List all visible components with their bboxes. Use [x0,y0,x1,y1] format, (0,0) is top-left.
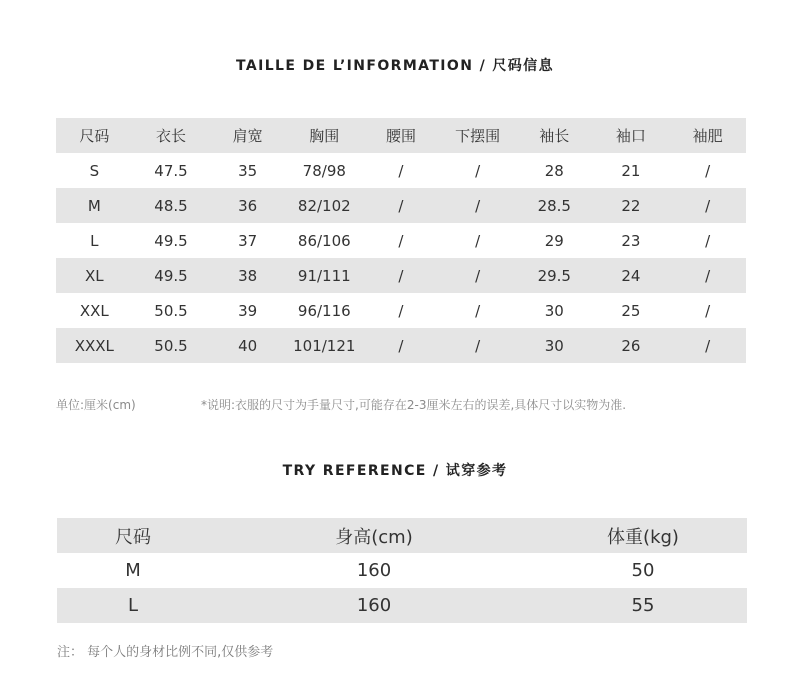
header-cell-size: 尺码 [79,127,110,145]
table-cell: 29.5 [537,266,571,285]
table-cell: 37 [238,231,258,250]
table-cell: / [398,231,404,250]
table-cell: 50.5 [154,336,188,355]
table-cell: / [398,196,404,215]
table-cell: / [705,301,711,320]
table-cell: M [125,560,141,581]
header-cell-sleeve-length: 袖长 [539,127,570,145]
reference-footnote: 注： 每个人的身材比例不同,仅供参考 [57,645,274,660]
table-cell: XXL [79,301,109,320]
size-table-header-row [56,118,746,153]
table-row [56,328,746,363]
table-row [57,588,747,623]
table-cell: 35 [238,161,258,180]
table-cell: 24 [621,266,641,285]
table-cell: 91/111 [297,266,351,285]
table-cell: 101/121 [293,336,356,355]
table-cell: / [398,266,404,285]
table-cell: 39 [238,301,258,320]
table-cell: / [475,161,481,180]
header-cell-weight: 体重(kg) [607,526,679,548]
table-cell: / [705,266,711,285]
header-cell-sleeve-width: 袖肥 [692,127,723,145]
table-cell: 30 [544,336,564,355]
table-row [56,223,746,258]
table-cell: 21 [621,161,641,180]
table-cell: L [127,595,139,616]
table-cell: 40 [238,336,258,355]
table-cell: 50 [631,560,655,581]
table-cell: 49.5 [154,266,188,285]
table-cell: L [90,231,99,250]
table-cell: 50.5 [154,301,188,320]
table-cell: 26 [621,336,641,355]
header-cell-size: 尺码 [115,526,151,548]
table-cell: 82/102 [297,196,351,215]
header-cell-shoulder: 肩宽 [232,127,263,145]
try-reference-title: TRY REFERENCE / 试穿参考 [282,463,508,479]
header-cell-cuff: 袖口 [615,127,646,145]
table-row [56,258,746,293]
table-cell: 29 [544,231,564,250]
table-cell: S [89,161,100,180]
table-cell: / [398,161,404,180]
table-cell: 25 [621,301,641,320]
table-cell: / [475,336,481,355]
table-cell: / [705,336,711,355]
reference-table-header-row [57,518,747,553]
table-cell: 28.5 [537,196,571,215]
header-cell-chest: 胸围 [309,127,340,145]
reference-table [57,518,747,623]
table-row [56,153,746,188]
table-row [56,293,746,328]
table-cell: 55 [631,595,655,616]
table-cell: 49.5 [154,231,188,250]
table-cell: 160 [356,560,392,581]
table-cell: 48.5 [154,196,188,215]
table-cell: 36 [238,196,258,215]
table-cell: / [705,196,711,215]
table-cell: / [475,196,481,215]
table-cell: XL [85,266,104,285]
measurement-disclaimer: *说明:衣服的尺寸为手量尺寸,可能存在2-3厘米左右的误差,具体尺寸以实物为准. [201,398,627,412]
size-info-title: TAILLE DE L’INFORMATION / 尺码信息 [236,58,554,74]
table-cell: / [705,231,711,250]
table-cell: XXXL [74,336,114,355]
table-row [57,553,747,588]
table-cell: 38 [238,266,258,285]
table-cell: M [87,196,101,215]
table-cell: / [475,231,481,250]
header-cell-hem: 下摆围 [455,127,501,145]
table-cell: 47.5 [154,161,188,180]
table-cell: 160 [356,595,392,616]
header-cell-waist: 腰围 [385,127,416,145]
table-row [56,188,746,223]
table-cell: 23 [621,231,641,250]
size-table [56,118,746,363]
table-cell: 78/98 [302,161,346,180]
table-cell: / [398,301,404,320]
header-cell-height: 身高(cm) [335,526,413,548]
table-cell: 28 [544,161,564,180]
table-cell: / [475,301,481,320]
table-cell: 96/116 [297,301,351,320]
table-cell: / [475,266,481,285]
unit-note: 单位:厘米(cm) [56,398,136,412]
header-cell-length: 衣长 [155,127,186,145]
table-cell: / [398,336,404,355]
table-cell: 86/106 [297,231,351,250]
table-cell: / [705,161,711,180]
table-cell: 30 [544,301,564,320]
table-cell: 22 [621,196,641,215]
